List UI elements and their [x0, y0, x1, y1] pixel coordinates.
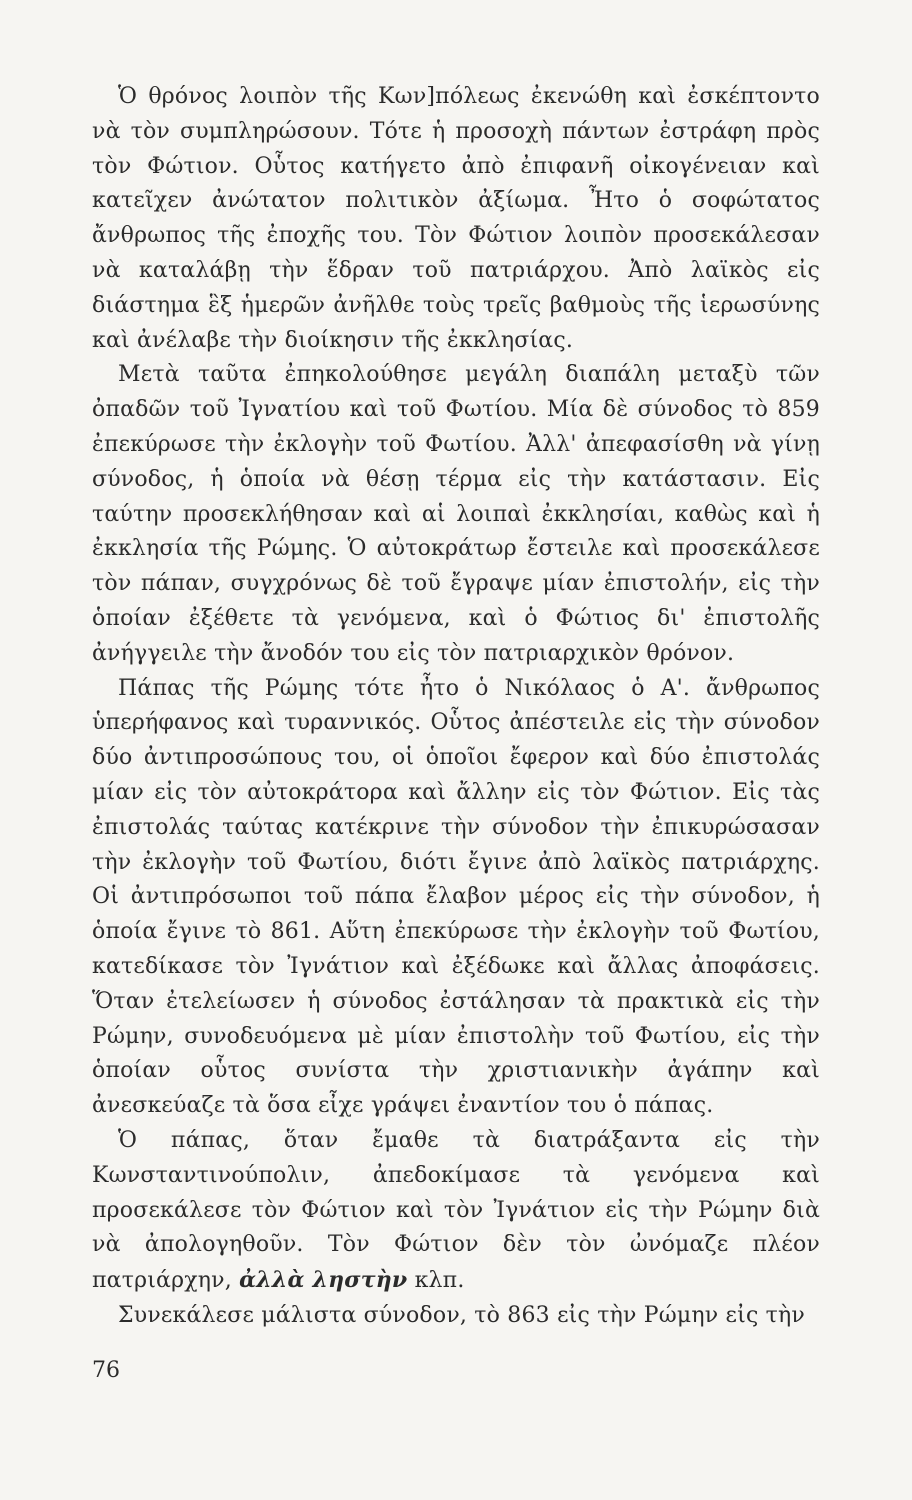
- page-number: 76: [92, 1358, 120, 1383]
- paragraph: [92, 1124, 820, 1299]
- paragraph: Συνεκάλεσε μάλιστα σύνοδον, τὸ 863 εἰς τὴν Ρώμην εἰς τὴν: [118, 1302, 805, 1328]
- paragraph: Μετὰ ταῦτα ἐπηκολούθησε μεγάλη διαπάλη μεταξὺ τῶν ὀπαδῶν τοῦ Ἰγνατίου καὶ τοῦ Φωτίου. Μία δὲ σύνοδος τὸ 859 ἐπεκύρωσε τὴν ἐκλογὴν τοῦ Φωτίου. Ἀλλ' ἀπεφασίσθη νὰ γίνῃ σύνοδος, ἡ ὁποία νὰ θέσῃ τέρμα εἰς τὴν κατάστασιν. Εἰς ταύτην προσεκλήθησαν καὶ αἱ λοιπαὶ ἐκκλησίαι, καθὼς καὶ ἡ ἐκκλησία τῆς Ρώμης. Ὁ αὐτοκράτωρ ἔστειλε καὶ προσεκάλεσε τὸν πάπαν, συγχρόνως δὲ τοῦ ἔγραψε μίαν ἐπιστολήν, εἰς τὴν ὁποίαν ἐξέθετε τὰ γενόμενα, καὶ ὁ Φώτιος δι' ἐπιστολῆς ἀνήγγειλε τὴν ἄνοδόν του εἰς τὸν πατριαρχικὸν θρόνον.: [92, 362, 820, 666]
- body-text: [92, 80, 820, 1334]
- emphasized-text: ἀλλὰ ληστὴν: [239, 1267, 408, 1294]
- paragraph: Ὁ θρόνος λοιπὸν τῆς Κων]πόλεως ἐκενώθη καὶ ἐσκέπτοντο νὰ τὸν συμπληρώσουν. Τότε ἡ προσοχὴ πάντων ἐστράφη πρὸς τὸν Φώτιον. Οὗτος κατήγετο ἀπὸ ἐπιφανῆ οἰκογένειαν καὶ κατεῖχεν ἀνώτατον πολιτικὸν ἀξίωμα. Ἦτο ὁ σοφώτατος ἄνθρωπος τῆς ἐποχῆς του. Τὸν Φώτιον λοιπὸν προσεκάλεσαν νὰ καταλάβῃ τὴν ἕδραν τοῦ πατριάρχου. Ἀπὸ λαϊκὸς εἰς διάστημα ἓξ ἡμερῶν ἀνῆλθε τοὺς τρεῖς βαθμοὺς τῆς ἱερωσύνης καὶ ἀνέλαβε τὴν διοίκησιν τῆς ἐκκλησίας.: [92, 84, 820, 353]
- paragraph-text: Ὁ πάπας, ὅταν ἔμαθε τὰ διατράξαντα εἰς τὴν Κωνσταντινούπολιν, ἀπεδοκίμασε τὰ γενόμενα καὶ προσεκάλεσε τὸν Φώτιον καὶ τὸν Ἰγνάτιον εἰς τὴν Ρώμην διὰ νὰ ἀπολογηθοῦν. Τὸν Φώτιον δὲν τὸν ὠνόμαζε πλέον πατριάρχην,: [92, 1127, 820, 1294]
- paragraph-text: κλπ.: [407, 1268, 465, 1294]
- paragraph: Πάπας τῆς Ρώμης τότε ἦτο ὁ Νικόλαος ὁ Α'. ἄνθρωπος ὑπερήφανος καὶ τυραννικός. Οὗτος ἀπέστειλε εἰς τὴν σύνοδον δύο ἀντιπροσώπους του, οἱ ὁποῖοι ἔφερον καὶ δύο ἐπιστολάς μίαν εἰς τὸν αὐτοκράτορα καὶ ἄλλην εἰς τὸν Φώτιον. Εἰς τὰς ἐπιστολάς ταύτας κατέκρινε τὴν σύνοδον τὴν ἐπικυρώσασαν τὴν ἐκλογὴν τοῦ Φωτίου, διότι ἔγινε ἀπὸ λαϊκὸς πατριάρχης. Οἱ ἀντιπρόσωποι τοῦ πάπα ἔλαβον μέρος εἰς τὴν σύνοδον, ἡ ὁποία ἔγινε τὸ 861. Αὕτη ἐπεκύρωσε τὴν ἐκλογὴν τοῦ Φωτίου, κατεδίκασε τὸν Ἰγνάτιον καὶ ἐξέδωκε καὶ ἄλλας ἀποφάσεις. Ὅταν ἐτελείωσεν ἡ σύνοδος ἐστάλησαν τὰ πρακτικὰ εἰς τὴν Ρώμην, συνοδευόμενα μὲ μίαν ἐπιστολὴν τοῦ Φωτίου, εἰς τὴν ὁποίαν οὗτος συνίστα τὴν χριστιανικὴν ἀγάπην καὶ ἀνεσκεύαζε τὰ ὅσα εἶχε γράψει ἐναντίον του ὁ πάπας.: [92, 675, 820, 1119]
